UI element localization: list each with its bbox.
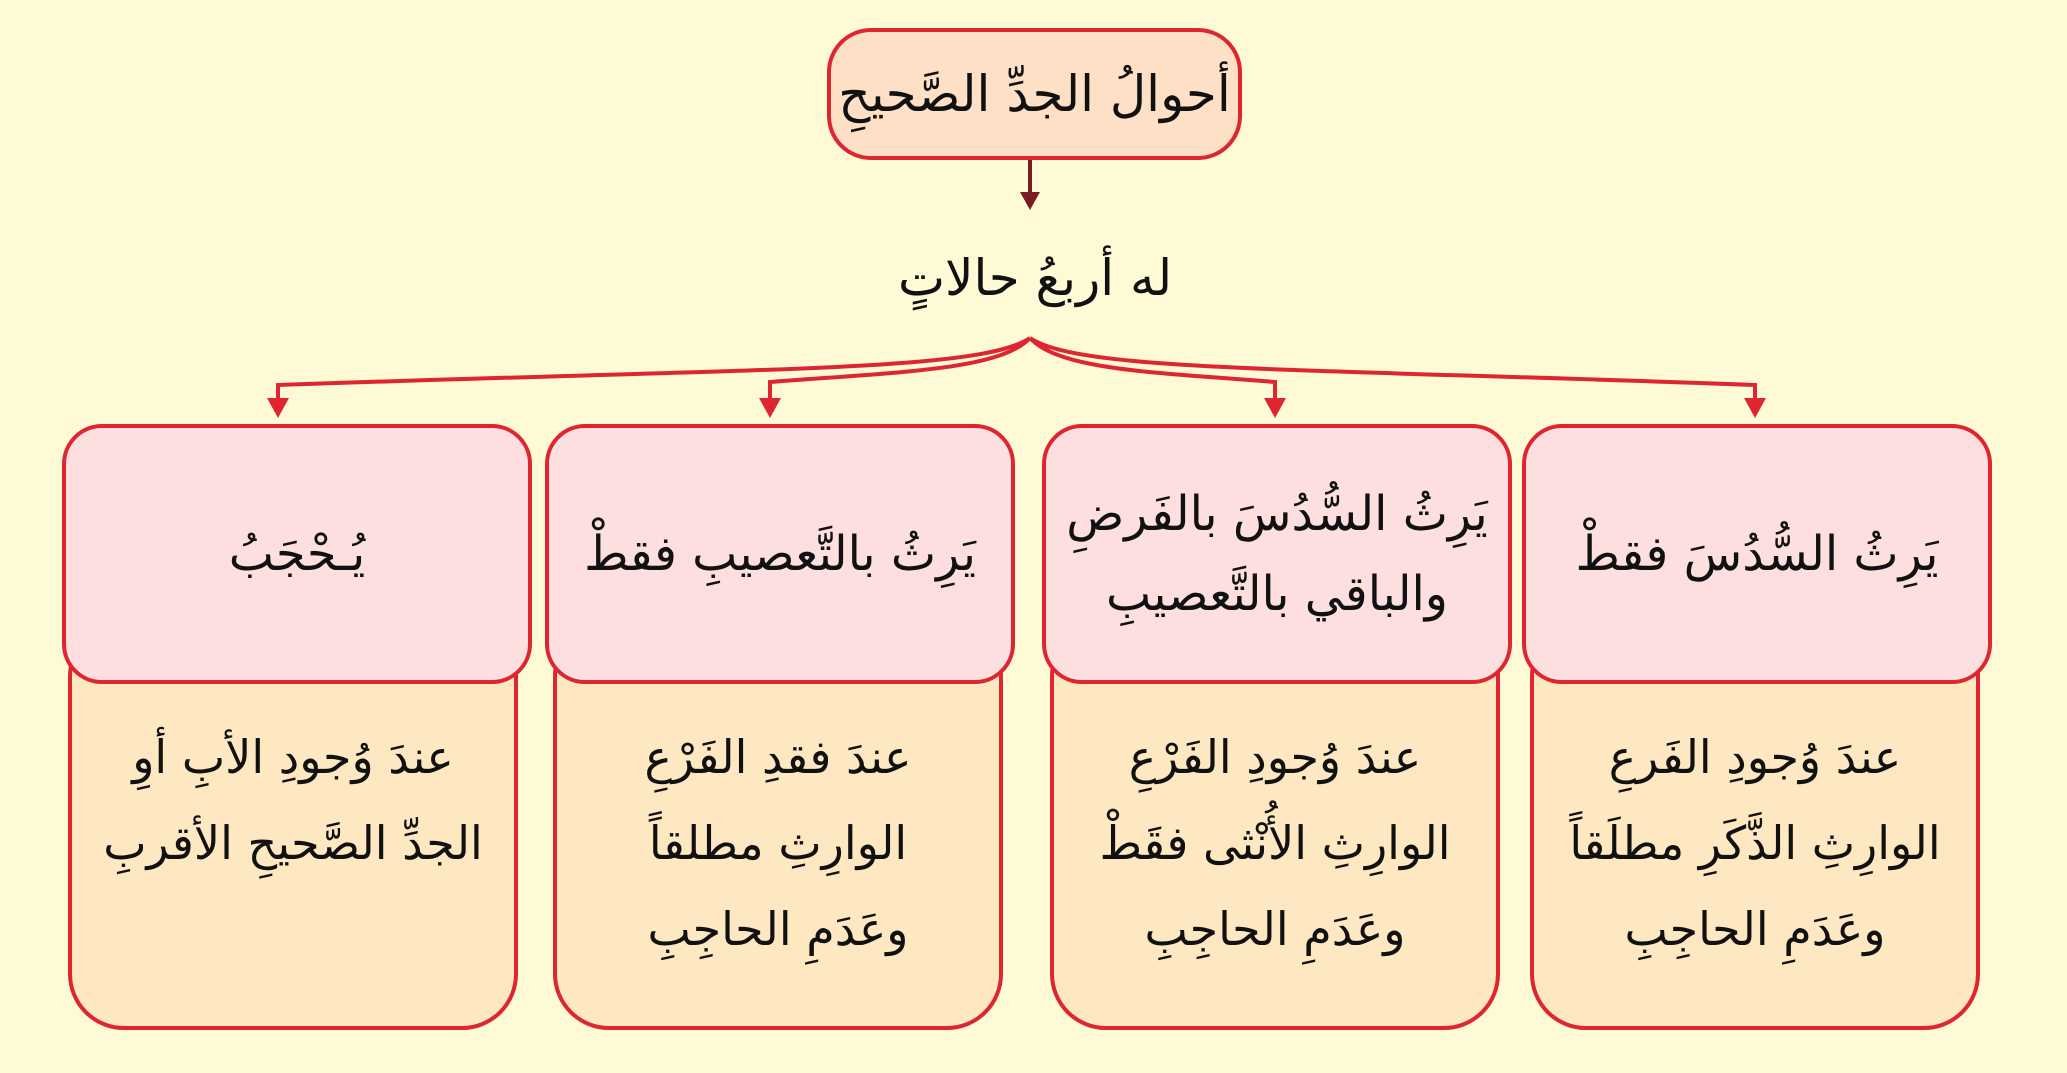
case-4-condition (82, 714, 504, 886)
case-3-heading-box (545, 424, 1015, 684)
case-4-condition-line-1: عندَ وُجودِ الأبِ أوِ (132, 730, 454, 784)
case-1-heading-line-1: يَرِثُ السُّدُسَ فقطْ (1575, 526, 1939, 582)
case-3-condition-line-3: وعَدَمِ الحاجِبِ (647, 902, 909, 956)
branch-arrowheads (267, 398, 1766, 418)
case-4-heading-box (62, 424, 532, 684)
case-4-heading-line-1: يُـحْجَبُ (228, 526, 366, 582)
root-title: أحوالُ الجدِّ الصَّحيحِ (838, 65, 1231, 123)
case-2-condition-line-2: الوارِثِ الأُنْثى فقَطْ (1099, 816, 1451, 870)
case-3-condition-line-2: الوارِثِ مطلقاً (648, 816, 908, 870)
case-1-condition-line-2: الوارِثِ الذَّكَرِ مطلَقاً (1569, 816, 1941, 870)
case-1-condition-line-1: عندَ وُجودِ الفَرعِ (1608, 730, 1902, 784)
case-4-condition-line-2: الجدِّ الصَّحيحِ الأقربِ (103, 816, 483, 870)
case-1-condition-line-3: وعَدَمِ الحاجِبِ (1624, 902, 1886, 956)
branch-arrow-case-2 (1030, 338, 1275, 402)
case-1-heading-box (1522, 424, 1992, 684)
root-to-subtitle-arrow (1020, 160, 1040, 210)
case-2-heading-line-2: والباقي بالتَّعصيبِ (1106, 566, 1448, 622)
case-1-condition (1544, 714, 1966, 972)
branch-arrows (278, 338, 1755, 402)
case-2-condition-line-1: عندَ وُجودِ الفَرْعِ (1128, 730, 1422, 784)
subtitle: له أربعُ حالاتٍ (897, 249, 1173, 307)
case-2-heading-line-1: يَرِثُ السُّدُسَ بالفَرضِ (1066, 486, 1488, 542)
root-title-box (827, 28, 1242, 160)
case-2-condition (1064, 714, 1486, 972)
case-3-heading-line-1: يَرِثُ بالتَّعصيبِ فقطْ (584, 526, 976, 582)
case-3-condition-line-1: عندَ فقدِ الفَرْعِ (644, 730, 912, 784)
case-3-condition (567, 714, 989, 972)
case-2-heading-box (1042, 424, 1512, 684)
case-2-condition-line-3: وعَدَمِ الحاجِبِ (1144, 902, 1406, 956)
